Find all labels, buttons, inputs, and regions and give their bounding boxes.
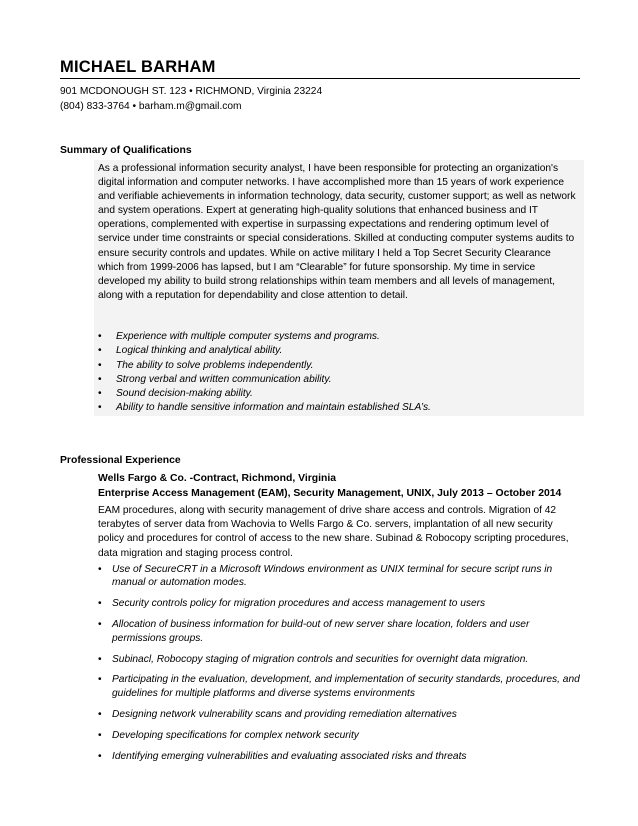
list-item [98,401,578,415]
bullet-icon: • [98,619,102,631]
bullet-icon: • [98,359,102,371]
skills-list [98,330,578,416]
job-company: Wells Fargo & Co. -Contract, Richmond, Virginia [98,473,337,484]
job-role: Enterprise Access Management (EAM), Security Management, UNIX, July 2013 – October 2014 [98,488,562,499]
skill-text: Experience with multiple computer systems and programs. [116,331,380,342]
bullet-icon: • [98,388,102,400]
duty-text: Use of SecureCRT in a Microsoft Windows environment as UNIX terminal for secure script runs in manual or automation modes. [112,564,553,589]
duty-text: Allocation of business information for build-out of new server share location, folders and user permissions groups. [112,619,530,644]
list-item [98,373,578,387]
contact-phone-email: (804) 833-3764 • barham.m@gmail.com [60,101,242,112]
bullet-icon: • [98,708,102,720]
skill-text: Ability to handle sensitive information and maintain established SLA’s. [116,402,431,414]
bullet-icon: • [98,729,102,741]
skill-text: Strong verbal and written communication ability. [116,373,332,385]
summary-paragraph: As a professional information security analyst, I have been responsible for protecting an organization's digital information and computer networks. I have accomplished more than 15 years of work experience and verifiable achievements in information technology, data security, customer support; as well as network and system operations. Expert at generating high-quality solutions that enhanced business and IT operations, complemented with expertise in surpassing expectations and rendering optimum level of service under time constraints or special considerations. Skilled at conducting computer systems audits to ensure security controls and updates. While on active military I held a Top Secret Security Clearance which from 1999-2006 has lapsed, but I am “Clearable” for future sponsorship. My time in service developed my ability to build strong relationships within team members and all levels of management, along with a reputation for dependability and close attention to detail. [98,163,576,301]
list-item [98,618,580,645]
summary-heading: Summary of Qualifications [60,145,192,156]
skill-text: Logical thinking and analytical ability. [116,345,283,357]
skill-text: Sound decision-making ability. [116,388,253,400]
experience-heading: Professional Experience [60,455,181,466]
list-item [98,597,580,610]
bullet-icon: • [98,331,102,342]
bullet-icon: • [98,345,102,357]
bullet-icon: • [98,750,102,762]
list-item [98,750,580,763]
duty-text: Subinacl, Robocopy staging of migration controls and securities for overnight data migration. [112,653,529,665]
bullet-icon: • [98,373,102,385]
duty-text: Identifying emerging vulnerabilities and evaluating associated risks and threats [112,750,467,762]
list-item [98,344,578,358]
duty-text: Security controls policy for migration procedures and access management to users [112,598,486,610]
bullet-icon: • [98,674,102,686]
list-item [98,729,580,742]
skill-text: The ability to solve problems independently. [116,359,314,371]
bullet-icon: • [98,653,102,665]
duty-text: Developing specifications for complex network security [112,729,359,741]
list-item [98,563,580,590]
candidate-name: MICHAEL BARHAM [60,58,216,76]
list-item [98,673,580,700]
bullet-icon: • [98,564,102,575]
bullet-icon: • [98,402,102,414]
duty-text: Designing network vulnerability scans and providing remediation alternatives [112,708,457,720]
duty-text: Participating in the evaluation, development, and implementation of security standards, procedures, and guidelines for multiple platforms and diverse systems environments [112,674,580,699]
list-item [98,708,580,721]
contact-address: 901 MCDONOUGH ST. 123 • RICHMOND, Virginia 23224 [60,86,323,97]
job-description: EAM procedures, along with security management of drive share access and controls. Migration of 42 terabytes of server data from Wachovia to Wells Fargo & Co. servers, implantation of all new security policy and procedures for control of access to the new share. Subinad & Robocopy scripting procedures, data migration and staging process control. [98,505,569,559]
name-divider [60,78,580,79]
list-item [98,330,578,344]
list-item [98,387,578,401]
bullet-icon: • [98,598,102,610]
list-item [98,359,578,373]
job-duties-list [98,563,580,770]
list-item [98,653,580,666]
